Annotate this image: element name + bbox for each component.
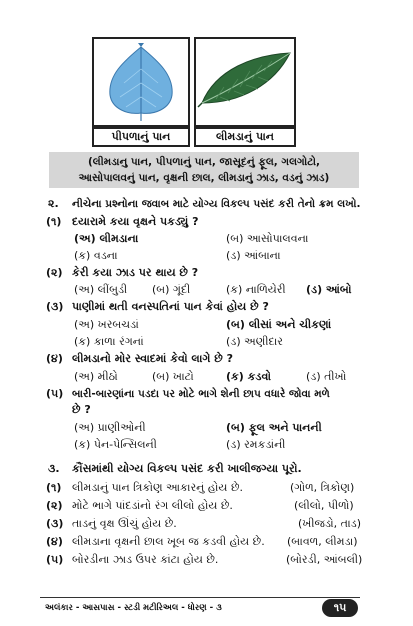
- question-5-number: (૫): [46, 387, 64, 400]
- question-1-option-d: (ડ) આંબાના: [226, 249, 281, 262]
- question-2-option-c: (ક) નાળિયેરી: [226, 283, 286, 296]
- peepal-leaf-image: [92, 37, 190, 127]
- fill-5-choices: (બોરડી, આંબલી): [286, 553, 363, 566]
- question-3-option-b: (બ) લીસાં અને ચીકણાં: [226, 318, 332, 331]
- question-3-option-d: (ડ) અણીદાર: [226, 335, 283, 348]
- question-2-text: કેરી કયા ઝાડ પર થાય છે ?: [72, 266, 199, 279]
- fill-4-text: લીમડાના વૃક્ષની છાલ ખૂબ જ કડવી હોય છે.: [72, 535, 265, 548]
- section-2-instruction: નીચેના પ્રશ્નોના જવાબ માટે યોગ્ય વિકલ્પ પસંદ કરી તેનો ક્રમ લખો.: [72, 198, 361, 210]
- question-4-option-d: (ડ) તીખો: [306, 370, 347, 383]
- question-3-number: (૩): [46, 300, 64, 313]
- fill-3-text: તાડનું વૃક્ષ ઊંચું હોય છે.: [72, 517, 177, 530]
- fill-2-choices: (લીલો, પીળો): [294, 499, 354, 512]
- footer-rule: [40, 597, 360, 598]
- question-5-option-d: (ડ) રમકડાંની: [226, 438, 286, 451]
- fill-4-choices: (બાવળ, લીમડા): [287, 535, 358, 548]
- question-5-text: બારી-બારણાંના પડદા પર મોટે ભાગે શેની છાપ વધારે જોવા મળે: [72, 388, 330, 400]
- peepal-leaf-caption: પીપળાનું પાન: [92, 127, 190, 147]
- question-1-option-c: (ક) વડના: [74, 249, 118, 262]
- question-1-option-a: (અ) લીમડાના: [74, 232, 139, 245]
- section-3-instruction: કૌંસમાંથી યોગ્ય વિકલ્પ પસંદ કરી ખાલીજગ્યા પૂરો.: [72, 462, 302, 475]
- question-4-number: (૪): [46, 352, 63, 365]
- question-4-option-c: (ક) કડવો: [226, 370, 272, 383]
- neem-leaf-caption: લીમડાનું પાન: [194, 127, 296, 147]
- fill-5-text: બોરડીના ઝાડ ઉપર કાંટા હોય છે.: [72, 553, 219, 566]
- question-3-option-a: (અ) ખરબચડાં: [74, 318, 139, 331]
- footer-text: અલંકાર - આસપાસ - સ્ટડી મટીરિઅલ - ધોરણ - ૩: [45, 603, 222, 613]
- question-2-option-d: (ડ) આંબો: [306, 283, 352, 296]
- question-2-option-b: (બ) ગૂંદી: [152, 283, 191, 296]
- question-2-option-a: (અ) લીંબુડી: [74, 283, 128, 296]
- question-5-option-b: (બ) ફૂલ અને પાનની: [226, 421, 322, 434]
- fill-2-number: (૨): [46, 499, 63, 512]
- word-options-line-2: આસોપાલવનું પાન, વૃક્ષની છાલ, લીમડાનું ઝાડ, વડનું ઝાડ): [78, 172, 330, 184]
- question-1-number: (૧): [46, 215, 62, 228]
- fill-1-number: (૧): [46, 481, 62, 494]
- question-4-text: લીમડાનો મોર સ્વાદમાં કેવો લાગે છે ?: [72, 352, 233, 365]
- fill-5-number: (૫): [46, 553, 64, 566]
- word-options-line-1: (લીમડાનુ પાન, પીપળાનું પાન, જાસૂદનું ફૂલ, ગલગોટો,: [87, 156, 321, 168]
- fill-1-text: લીમડાનું પાન ત્રિકોણ આકારનું હોય છે.: [72, 481, 243, 494]
- neem-leaf-image: [194, 37, 296, 127]
- question-3-option-c: (ક) કાળા રંગનાં: [74, 335, 144, 348]
- question-3-text: પાણીમાં થતી વનસ્પતિનાં પાન કેવાં હોય છે ?: [72, 300, 269, 313]
- section-2-number: ૨.: [48, 197, 59, 210]
- section-3-number: ૩.: [48, 462, 60, 475]
- question-4-option-a: (અ) મીઠો: [74, 370, 118, 383]
- fill-2-text: મોટે ભાગે પાંદડાંનો રંગ લીલો હોય છે.: [72, 499, 233, 512]
- question-5-option-a: (અ) પ્રાણીઓની: [74, 421, 146, 434]
- question-1-text: દયારામે કયા વૃક્ષને પકડ્યું ?: [72, 215, 199, 228]
- question-5-text-continued: છે ?: [72, 403, 91, 416]
- question-4-option-b: (બ) ખાટો: [152, 370, 194, 383]
- question-5-option-c: (ક) પેન-પેન્સિલની: [74, 438, 157, 451]
- question-1-option-b: (બ) આસોપાલવના: [226, 232, 309, 245]
- fill-1-choices: (ગોળ, ત્રિકોણ): [290, 481, 355, 494]
- fill-3-choices: (ખીજડો, તાડ): [298, 517, 361, 530]
- word-options-box: [49, 152, 359, 188]
- page-number: ૧૫: [322, 599, 358, 617]
- fill-3-number: (૩): [46, 517, 64, 530]
- fill-4-number: (૪): [46, 535, 63, 548]
- question-2-number: (૨): [46, 266, 63, 279]
